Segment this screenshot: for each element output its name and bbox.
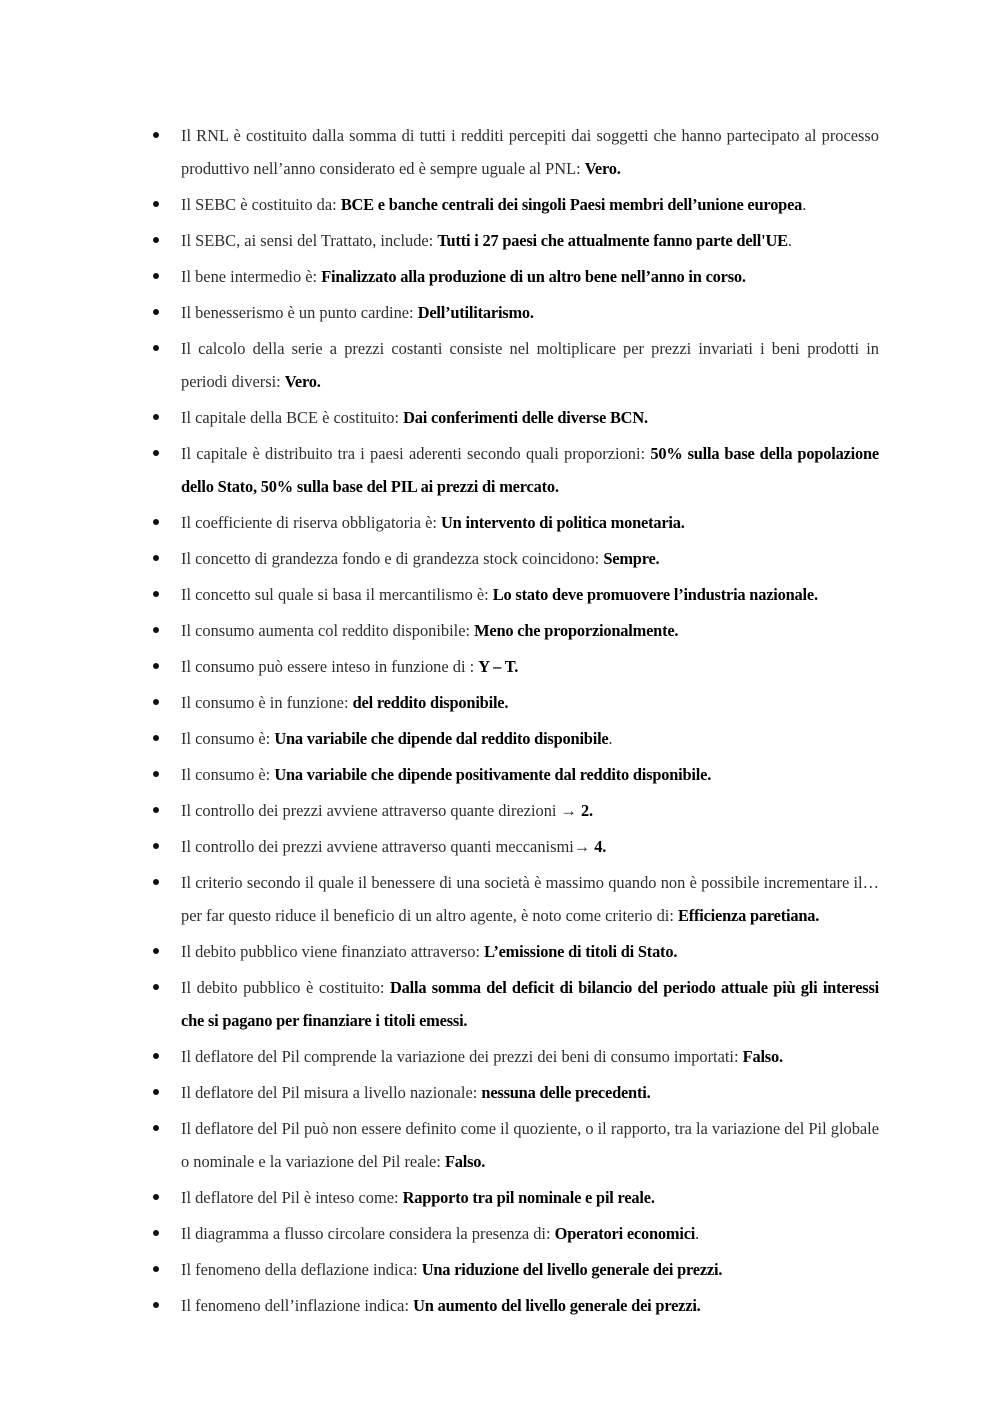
- trailing-text: .: [608, 729, 613, 748]
- list-item: [181, 1181, 879, 1214]
- answer-text: 50% sulla base della popolazione dello Stato, 50% sulla base del PIL ai prezzi di mercato.: [181, 444, 879, 496]
- answer-text: Lo stato deve promuovere l’industria nazionale.: [492, 585, 818, 604]
- question-text: Il debito pubblico è costituito:: [181, 978, 391, 997]
- list-item: [181, 971, 879, 1037]
- question-text: Il consumo aumenta col reddito disponibile:: [181, 621, 475, 640]
- answer-text: del reddito disponibile.: [352, 693, 509, 712]
- answer-text: Dai conferimenti delle diverse BCN.: [403, 408, 648, 427]
- question-text: Il fenomeno della deflazione indica:: [181, 1260, 422, 1279]
- list-item: [181, 1076, 879, 1109]
- answer-text: Dell’utilitarismo.: [417, 303, 534, 322]
- list-item: [181, 1040, 879, 1073]
- answer-text: Falso.: [444, 1152, 486, 1171]
- list-item: [181, 866, 879, 932]
- answer-text: Vero.: [284, 372, 321, 391]
- answer-text: Un intervento di politica monetaria.: [441, 513, 685, 532]
- question-text: Il diagramma a flusso circolare considera la presenza di:: [181, 1224, 555, 1243]
- answer-text: Finalizzato alla produzione di un altro bene nell’anno in corso.: [321, 267, 746, 286]
- list-item: [181, 830, 879, 863]
- list-item: [181, 296, 879, 329]
- answer-text: Y – T.: [478, 657, 519, 676]
- list-item: [181, 722, 879, 755]
- list-item: [181, 260, 879, 293]
- question-text: Il consumo è:: [181, 729, 275, 748]
- question-text: Il criterio secondo il quale il benessere di una società è massimo quando non è possibile incrementare il… per far questo riduce il beneficio di un altro agente, è noto come criterio di:: [181, 873, 879, 925]
- question-text: Il controllo dei prezzi avviene attraverso quanti meccanismi→: [181, 837, 595, 856]
- answer-text: Operatori economici: [554, 1224, 696, 1243]
- list-item: [181, 578, 879, 611]
- list-item: [181, 1217, 879, 1250]
- answer-text: Una variabile che dipende dal reddito disponibile: [274, 729, 609, 748]
- question-text: Il consumo è:: [181, 765, 275, 784]
- list-item: [181, 188, 879, 221]
- answer-text: 4.: [594, 837, 607, 856]
- question-text: Il fenomeno dell’inflazione indica:: [181, 1296, 414, 1315]
- list-item: [181, 437, 879, 503]
- question-text: Il bene intermedio è:: [181, 267, 322, 286]
- list-item: [181, 935, 879, 968]
- question-text: Il deflatore del Pil comprende la variazione dei prezzi dei beni di consumo importati:: [181, 1047, 743, 1066]
- answer-text: nessuna delle precedenti.: [481, 1083, 651, 1102]
- list-item: [181, 1253, 879, 1286]
- answer-text: Efficienza paretiana.: [678, 906, 820, 925]
- question-text: Il deflatore del Pil è inteso come:: [181, 1188, 403, 1207]
- question-text: Il deflatore del Pil può non essere definito come il quoziente, o il rapporto, tra la variazione del Pil globale o nominale e la variazione del Pil reale:: [181, 1119, 879, 1171]
- question-text: Il consumo è in funzione:: [181, 693, 353, 712]
- list-item: [181, 686, 879, 719]
- question-text: Il capitale della BCE è costituito:: [181, 408, 404, 427]
- list-item: [181, 332, 879, 398]
- list-item: [181, 650, 879, 683]
- answer-text: Un aumento del livello generale dei prezzi.: [413, 1296, 701, 1315]
- answer-text: Vero.: [584, 159, 621, 178]
- answer-text: Rapporto tra pil nominale e pil reale.: [402, 1188, 655, 1207]
- list-item: [181, 614, 879, 647]
- answer-text: Sempre.: [603, 549, 660, 568]
- question-text: Il consumo può essere inteso in funzione di :: [181, 657, 479, 676]
- question-text: Il SEBC è costituito da:: [181, 195, 341, 214]
- list-item: [181, 401, 879, 434]
- question-text: Il deflatore del Pil misura a livello nazionale:: [181, 1083, 482, 1102]
- question-text: Il RNL è costituito dalla somma di tutti i redditi percepiti dai soggetti che hanno partecipato al processo produttivo nell’anno considerato ed è sempre uguale al PNL:: [181, 126, 879, 178]
- list-item: [181, 224, 879, 257]
- answer-text: BCE e banche centrali dei singoli Paesi membri dell’unione europea: [340, 195, 803, 214]
- answer-text: Una riduzione del livello generale dei prezzi.: [421, 1260, 723, 1279]
- answer-text: Meno che proporzionalmente.: [474, 621, 679, 640]
- trailing-text: .: [802, 195, 807, 214]
- question-text: Il controllo dei prezzi avviene attraverso quante direzioni →: [181, 801, 582, 820]
- list-item: [181, 1112, 879, 1178]
- answer-text: Tutti i 27 paesi che attualmente fanno parte dell'UE: [437, 231, 788, 250]
- list-item: [181, 758, 879, 791]
- list-item: [181, 119, 879, 185]
- answer-text: Falso.: [742, 1047, 783, 1066]
- qa-bullet-list: [181, 119, 879, 1325]
- trailing-text: .: [695, 1224, 700, 1243]
- question-text: Il capitale è distribuito tra i paesi aderenti secondo quali proporzioni:: [181, 444, 651, 463]
- answer-text: Una variabile che dipende positivamente dal reddito disponibile.: [274, 765, 712, 784]
- list-item: [181, 794, 879, 827]
- question-text: Il concetto di grandezza fondo e di grandezza stock coincidono:: [181, 549, 604, 568]
- question-text: Il SEBC, ai sensi del Trattato, include:: [181, 231, 438, 250]
- list-item: [181, 1289, 879, 1322]
- question-text: Il coefficiente di riserva obbligatoria è:: [181, 513, 442, 532]
- question-text: Il benesserismo è un punto cardine:: [181, 303, 418, 322]
- question-text: Il calcolo della serie a prezzi costanti consiste nel moltiplicare per prezzi invariati i beni prodotti in periodi diversi:: [181, 339, 879, 391]
- answer-text: L’emissione di titoli di Stato.: [484, 942, 678, 961]
- list-item: [181, 506, 879, 539]
- list-item: [181, 542, 879, 575]
- trailing-text: .: [787, 231, 792, 250]
- answer-text: 2.: [581, 801, 593, 820]
- answer-text: Dalla somma del deficit di bilancio del periodo attuale più gli interessi che si pagano per finanziare i titoli emessi.: [181, 978, 879, 1030]
- question-text: Il debito pubblico viene finanziato attraverso:: [181, 942, 485, 961]
- question-text: Il concetto sul quale si basa il mercantilismo è:: [181, 585, 493, 604]
